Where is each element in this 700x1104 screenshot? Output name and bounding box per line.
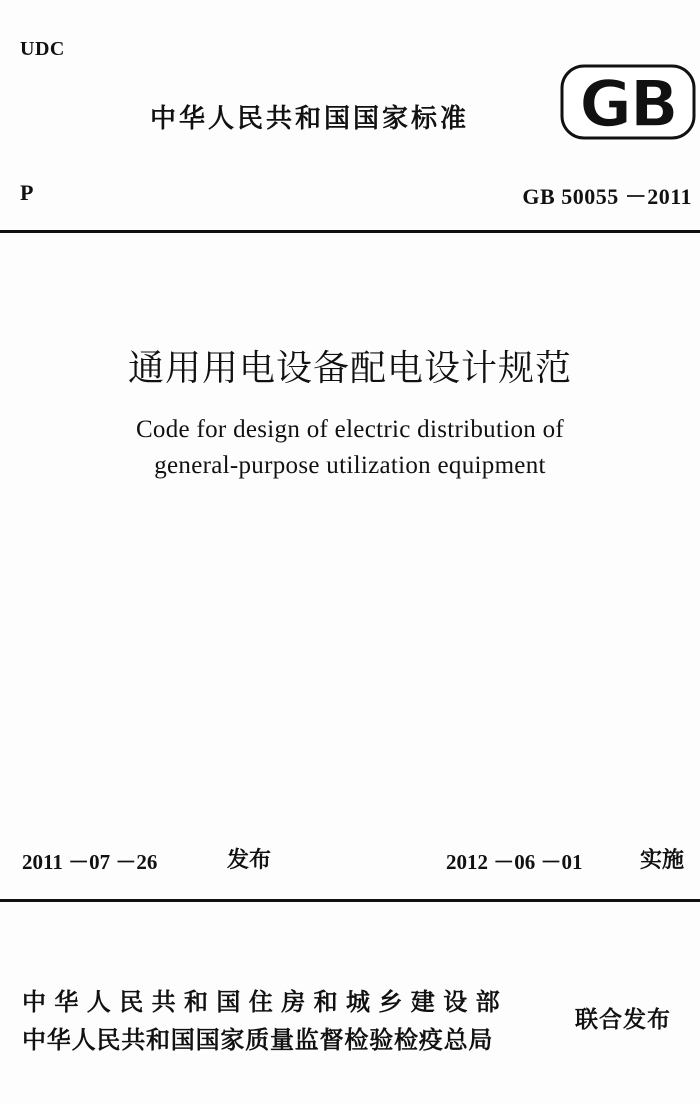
joint-issue-label: 联合发布 [575,1007,671,1033]
standard-number: GB 50055 －2011 [522,184,692,209]
udc-label: UDC [20,38,65,60]
title-english-line1: Code for design of electric distribution of [135,416,565,443]
issuer-aqsiq: 中华人民共和国国家质量监督检验检疫总局 [22,1026,494,1054]
title-chinese: 通用用电设备配电设计规范 [127,348,572,389]
issue-date: 2011 －07 －26 [22,850,158,874]
gb-logo [560,62,696,142]
gb-logo-text: GB [579,68,677,142]
header-divider [0,230,700,233]
issue-label: 发布 [227,848,272,873]
implementation-date: 2012 －06 －01 [446,850,583,874]
national-standard-title: 中华人民共和国国家标准 [150,104,470,134]
implementation-label: 实施 [640,848,685,873]
classification-code: P [20,180,34,205]
title-english-line2: general-purpose utilization equipment [154,452,546,479]
issuer-ministry: 中华人民共和国住房和城乡建设部 [22,988,508,1016]
footer-divider [0,899,700,902]
